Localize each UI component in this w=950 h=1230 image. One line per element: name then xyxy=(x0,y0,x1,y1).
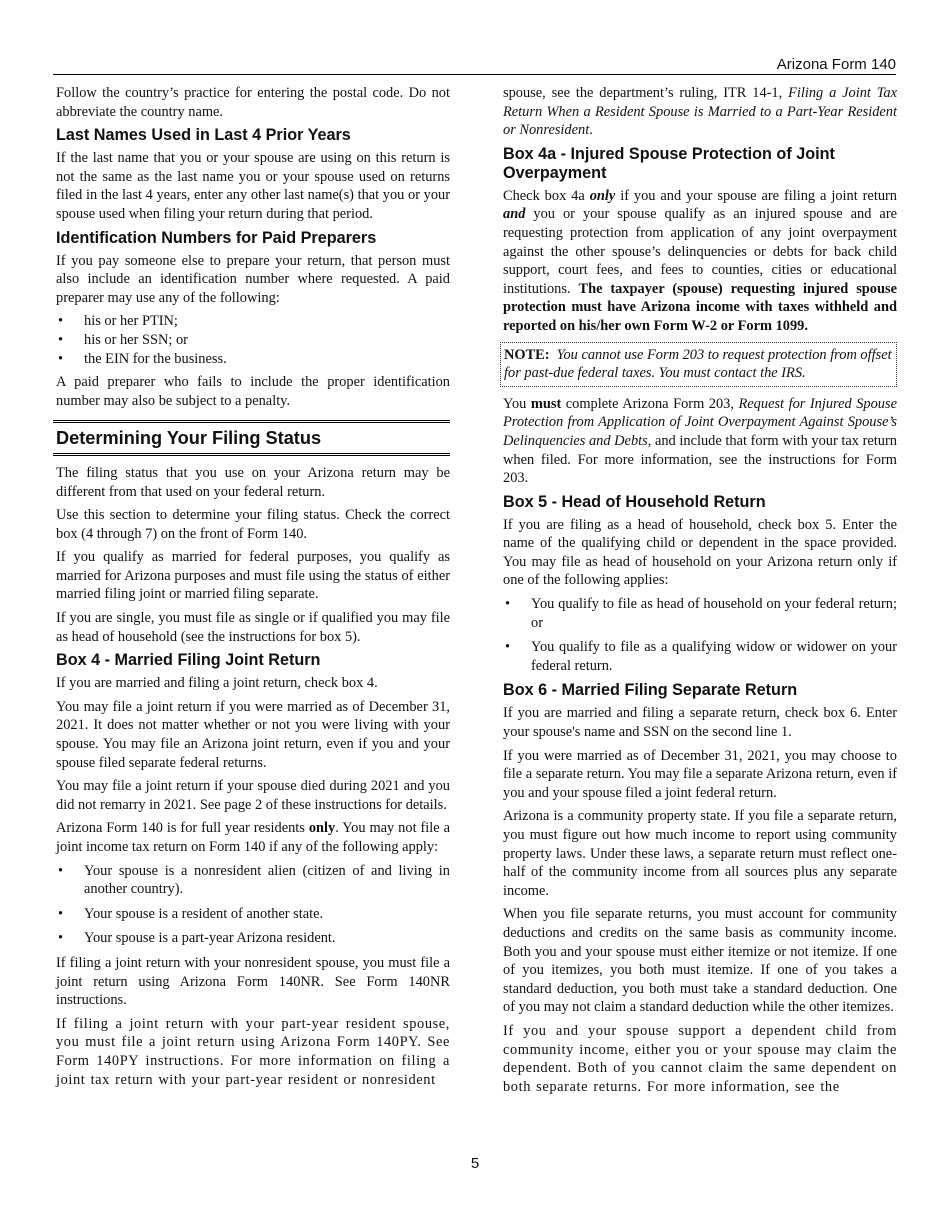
form-title-header: Arizona Form 140 xyxy=(776,56,896,73)
list-item: • his or her PTIN; xyxy=(56,312,450,331)
text-run: Check box 4a xyxy=(503,187,590,204)
list-item: • Your spouse is a part-year Arizona resident. xyxy=(56,929,450,948)
paid-preparer-id-paragraph: If you pay someone else to prepare your return, that person must also include an identification number where requested. A paid preparer may use any of the following: xyxy=(56,252,450,306)
text-run: Arizona Form 140 is for full year residents xyxy=(56,820,309,837)
box6-paragraph-5: If you and your spouse support a dependent child from community income, either you or your spouse may claim the dependent. Both of you cannot claim the same dependent on both separate returns. For more information, see the xyxy=(503,1022,897,1095)
list-item: • You qualify to file as head of household on your federal return; or xyxy=(503,595,897,632)
text-run: complete Arizona Form 203, xyxy=(561,395,739,412)
box4-paragraph-4 xyxy=(56,819,450,856)
box6-paragraph-4: When you file separate returns, you must account for community deductions and credits on the same basis as community income. Both you and your spouse must either itemize or not itemize. If one of you itemizes, you both must itemize. If one of you takes a standard deduction, you both must take a standard deduction. One of you may not claim a standard deduction while the other itemizes. xyxy=(503,906,897,1016)
box4-paragraph-5: If filing a joint return with your nonresident spouse, you must file a joint return using Arizona Form 140NR. See Form 140NR instructions. xyxy=(56,954,450,1009)
filing-status-paragraph-4: If you are single, you must file as single or if qualified you may file as head of household (see the instructions for box 5). xyxy=(56,610,450,645)
filing-status-paragraph-2: Use this section to determine your filing status. Check the correct box (4 through 7) on the front of Form 140. xyxy=(56,507,450,542)
emphasis-must: must xyxy=(530,395,562,412)
text-run: if you and your spouse are filing a joint return xyxy=(615,187,898,204)
list-item: • Your spouse is a nonresident alien (citizen of and living in another country). xyxy=(56,862,450,899)
box4-paragraph-1: If you are married and filing a joint return, check box 4. xyxy=(56,675,378,692)
box4-paragraph-3: You may file a joint return if your spouse died during 2021 and you did not remarry in 2021. See page 2 of these instructions for details. xyxy=(56,778,450,813)
note-label: NOTE: xyxy=(504,346,550,363)
text-run: spouse, see the department’s ruling, ITR 14-1, xyxy=(503,85,789,101)
box5-paragraph: If you are filing as a head of household, check box 5. Enter the name of the qualifying child or dependent in the space provided. You may file as head of household on your Arizona return only if one of the following applies: xyxy=(503,516,897,589)
bold-requirement: The taxpayer (spouse) requesting injured spouse protection must have Arizona income with taxes withheld and reported on his/her own Form W-2 or Form 1099. xyxy=(503,280,897,334)
text-run: . You may not file a joint income tax return on Form 140 if any of the following apply: xyxy=(56,820,450,855)
list-item: • You qualify to file as a qualifying widow or widower on your federal return. xyxy=(503,638,897,675)
box4-heading: Box 4 - Married Filing Joint Return xyxy=(56,651,321,670)
box4a-paragraph xyxy=(503,187,897,336)
box4-paragraph-6: If filing a joint return with your part-year resident spouse, you must file a joint return using Arizona Form 140PY. See Form 140PY instructions. For more information on filing a joint tax return with your part-year resident or nonresident xyxy=(56,1015,450,1088)
header-rule xyxy=(53,74,896,75)
emphasis-only: only xyxy=(308,820,336,837)
emphasis-only: only xyxy=(589,187,616,204)
page-number: 5 xyxy=(470,1155,480,1172)
box4a-heading: Box 4a - Injured Spouse Protection of Joint Overpayment xyxy=(503,144,835,182)
filing-status-paragraph-3: If you qualify as married for federal purposes, you qualify as married for Arizona purposes and must file using the status of either married filing joint or married filing separate. xyxy=(56,549,450,603)
last-names-heading: Last Names Used in Last 4 Prior Years xyxy=(56,126,351,145)
postal-code-paragraph: Follow the country’s practice for entering the postal code. Do not abbreviate the country name. xyxy=(56,85,450,120)
box6-paragraph-3: Arizona is a community property state. If you file a separate return, you must figure out how much income to report using community property laws. Under these laws, a separate return must reflect one-half of the community income from all sources plus any separate income. xyxy=(503,808,897,899)
list-item: • Your spouse is a resident of another state. xyxy=(56,905,450,924)
box6-paragraph-2: If you were married as of December 31, 2021, you may choose to file a separate return. You may file a separate Arizona return, even if you and your spouse filed a joint federal return. xyxy=(503,747,897,801)
box4-paragraph-2: You may file a joint return if you were married as of December 31, 2021. It does not matter whether or not you were living with your spouse. You may file an Arizona joint return, even if you and your spouse filed separate federal returns. xyxy=(56,698,450,771)
joint-return-exclusions-list xyxy=(56,862,450,948)
itr-ruling-paragraph xyxy=(503,84,897,140)
box5-heading: Box 5 - Head of Household Return xyxy=(503,492,766,511)
left-column xyxy=(56,84,450,1094)
penalty-paragraph: A paid preparer who fails to include the proper identification number may also be subject to a penalty. xyxy=(56,374,450,409)
right-column xyxy=(503,84,897,1101)
last-names-paragraph: If the last name that you or your spouse are using on this return is not the same as the last name you or your spouse used on returns filed in the last 4 years, enter any other last name(s) that you or your spouse used when filing your return during that period. xyxy=(56,150,450,222)
ruling-title: Filing a Joint Tax Return When a Resident Spouse is Married to a Part-Year Resident or Nonresident xyxy=(503,85,897,139)
box6-paragraph-1: If you are married and filing a separate return, check box 6. Enter your spouse's name and SSN on the second line 1. xyxy=(503,705,897,741)
note-box xyxy=(500,342,897,387)
head-of-household-conditions-list xyxy=(503,595,897,675)
emphasis-and: and xyxy=(503,206,526,223)
list-item: • the EIN for the business. xyxy=(56,350,450,369)
form203-paragraph xyxy=(503,395,897,488)
list-item: • his or her SSN; or xyxy=(56,331,450,350)
id-options-list xyxy=(56,312,450,368)
note-text: You cannot use Form 203 to request protection from offset for past-due federal taxes. You must contact the IRS. xyxy=(504,346,892,382)
paid-preparer-id-heading: Identification Numbers for Paid Preparers xyxy=(56,228,377,247)
filing-status-paragraph-1: The filing status that you use on your Arizona return may be different from that used on your federal return. xyxy=(56,464,450,500)
filing-status-section-heading: Determining Your Filing Status xyxy=(53,420,450,456)
text-run: You xyxy=(503,395,531,412)
text-run: you or your spouse qualify as an injured spouse and are requesting protection from application of any joint overpayment against the other spouse’s delinquencies or debts for back child support, court fees, and fees to counties, cities or educational institutions. xyxy=(503,206,897,297)
form203-title: Request for Injured Spouse Protection from Application of Joint Overpayment Against Spouse’s Delinquencies and Debts, xyxy=(503,395,897,449)
text-run: . xyxy=(589,122,593,139)
text-run: and include that form with your tax return when filed. For more information, see the instructions for Form 203. xyxy=(503,432,897,487)
box6-heading: Box 6 - Married Filing Separate Return xyxy=(503,681,798,700)
